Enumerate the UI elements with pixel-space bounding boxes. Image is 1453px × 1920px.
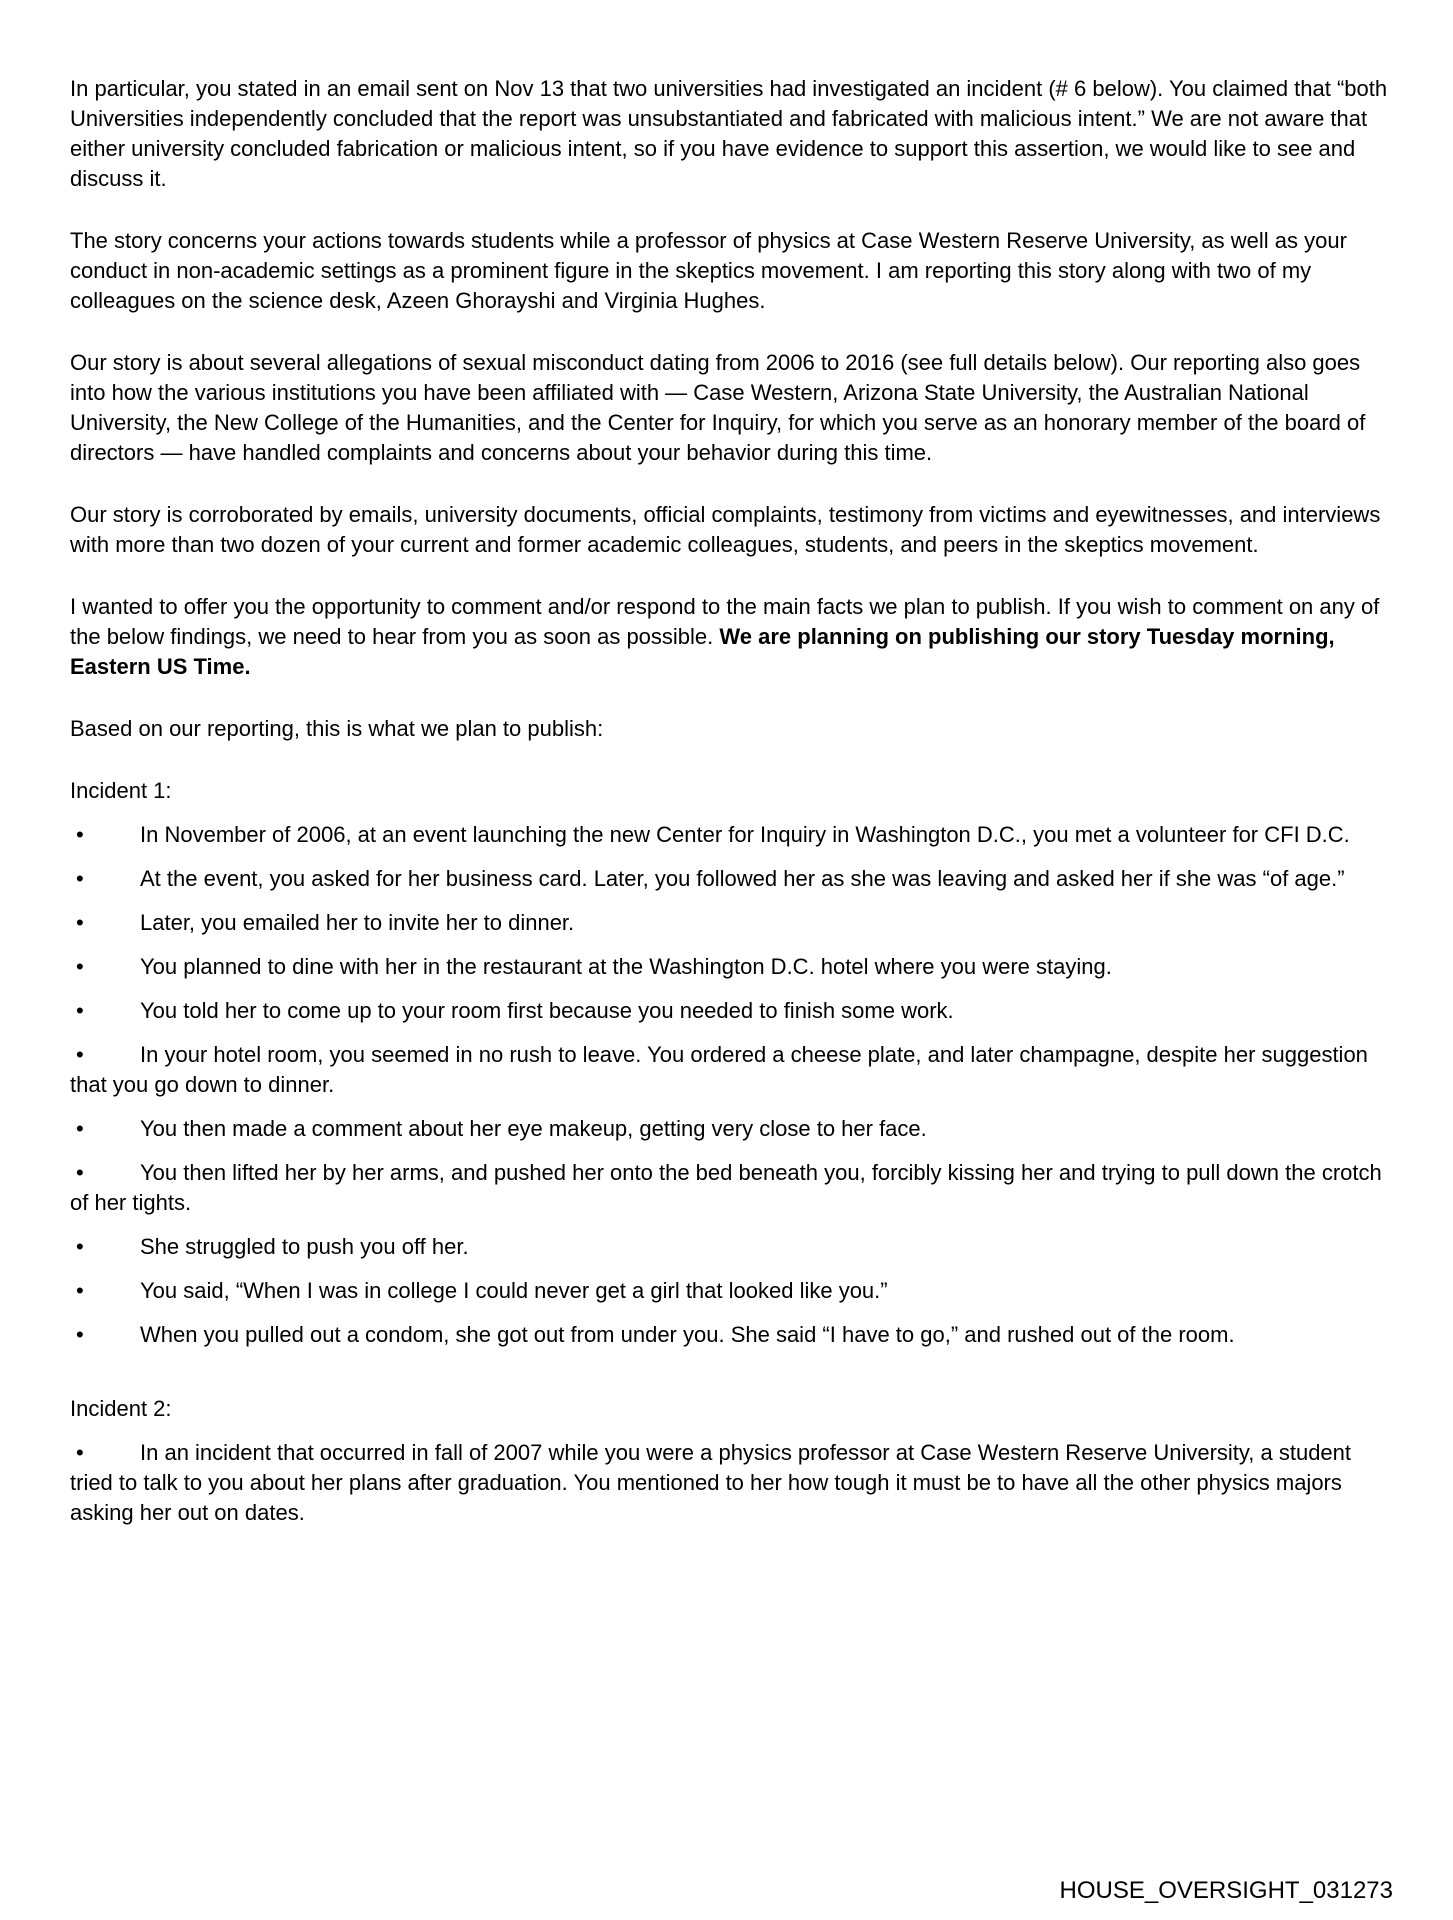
bullet-text: You then made a comment about her eye makeup, getting very close to her face. [140, 1116, 927, 1141]
bullet-text: Later, you emailed her to invite her to dinner. [140, 910, 575, 935]
comment-opportunity-text: I wanted to offer you the opportunity to comment and/or respond to the main facts we plan to publish. If you wish to comment on any of the below findings, we need to hear from you as soon as possible. [70, 594, 1380, 649]
bullet-icon: • [76, 866, 84, 891]
bullet-text: You told her to come up to your room first because you needed to finish some work. [140, 998, 954, 1023]
incident-1-bullet-4 [70, 952, 1392, 982]
incident-2-heading: Incident 2: [70, 1396, 172, 1421]
incident-1-bullet-1 [70, 820, 1392, 850]
incident-1-bullet-3 [70, 908, 1392, 938]
bullet-text: In November of 2006, at an event launching the new Center for Inquiry in Washington D.C., you met a volunteer for CFI D.C. [140, 822, 1350, 847]
bullet-text: At the event, you asked for her business card. Later, you followed her as she was leaving and asked her if she was “of age.” [140, 866, 1345, 891]
incident-2-bullet-1 [70, 1438, 1392, 1528]
incident-1-bullet-6 [70, 1040, 1392, 1100]
bullet-icon: • [76, 1278, 84, 1303]
incident-1-heading: Incident 1: [70, 778, 172, 803]
bullet-icon: • [76, 954, 84, 979]
publish-deadline-bold-text: We are planning on publishing our story Tuesday morning, Eastern US Time. [70, 624, 1335, 679]
bullet-icon: • [76, 998, 84, 1023]
paragraph-story-concerns: The story concerns your actions towards students while a professor of physics at Case Western Reserve University, as well as your conduct in non-academic settings as a prominent figure in the skeptics movement. I am reporting this story along with two of my colleagues on the science desk, Azeen Ghorayshi and Virginia Hughes. [70, 228, 1347, 313]
bullet-icon: • [76, 910, 84, 935]
paragraph-email-claim: In particular, you stated in an email sent on Nov 13 that two universities had investigated an incident (# 6 below). You claimed that “both Universities independently concluded that the report was unsubstantiated and fabricated with malicious intent.” We are not aware that either university concluded fabrication or malicious intent, so if you have evidence to support this assertion, we would like to see and discuss it. [70, 76, 1388, 191]
bullet-text: She struggled to push you off her. [140, 1234, 469, 1259]
paragraph-plan-to-publish: Based on our reporting, this is what we plan to publish: [70, 716, 604, 741]
bullet-icon: • [76, 1234, 84, 1259]
bullet-icon: • [76, 1440, 84, 1465]
bullet-text: You said, “When I was in college I could never get a girl that looked like you.” [140, 1278, 888, 1303]
document-body [70, 74, 1392, 1542]
bullet-text: You planned to dine with her in the restaurant at the Washington D.C. hotel where you were staying. [140, 954, 1112, 979]
incident-1-bullet-11 [70, 1320, 1392, 1350]
bullet-icon: • [76, 822, 84, 847]
paragraph-comment-opportunity [70, 592, 1392, 682]
bullet-text: In an incident that occurred in fall of 2007 while you were a physics professor at Case Western Reserve University, a student tried to talk to you about her plans after graduation. You mentioned to her how tough it must be to have all the other physics majors asking her out on dates. [70, 1440, 1352, 1525]
incident-1-bullet-10 [70, 1276, 1392, 1306]
bullet-icon: • [76, 1160, 84, 1185]
bullet-icon: • [76, 1042, 84, 1067]
incident-1-bullet-7 [70, 1114, 1392, 1144]
bullet-text: You then lifted her by her arms, and pushed her onto the bed beneath you, forcibly kissing her and trying to pull down the crotch of her tights. [70, 1160, 1382, 1215]
bullet-icon: • [76, 1116, 84, 1141]
incident-1-bullet-5 [70, 996, 1392, 1026]
incident-1-bullet-9 [70, 1232, 1392, 1262]
bates-number: HOUSE_OVERSIGHT_031273 [1059, 1877, 1393, 1904]
incident-1-bullet-8 [70, 1158, 1392, 1218]
bullet-text: When you pulled out a condom, she got out from under you. She said “I have to go,” and rushed out of the room. [140, 1322, 1235, 1347]
paragraph-story-corroboration: Our story is corroborated by emails, university documents, official complaints, testimony from victims and eyewitnesses, and interviews with more than two dozen of your current and former academic colleagues, students, and peers in the skeptics movement. [70, 502, 1381, 557]
incident-1-bullet-2 [70, 864, 1392, 894]
bullet-text: In your hotel room, you seemed in no rush to leave. You ordered a cheese plate, and later champagne, despite her suggestion that you go down to dinner. [70, 1042, 1368, 1097]
paragraph-story-allegations: Our story is about several allegations of sexual misconduct dating from 2006 to 2016 (see full details below). Our reporting also goes into how the various institutions you have been affiliated with — Case Western, Arizona State University, the Australian National University, the New College of the Humanities, and the Center for Inquiry, for which you serve as an honorary member of the board of directors — have handled complaints and concerns about your behavior during this time. [70, 350, 1366, 465]
bullet-icon: • [76, 1322, 84, 1347]
